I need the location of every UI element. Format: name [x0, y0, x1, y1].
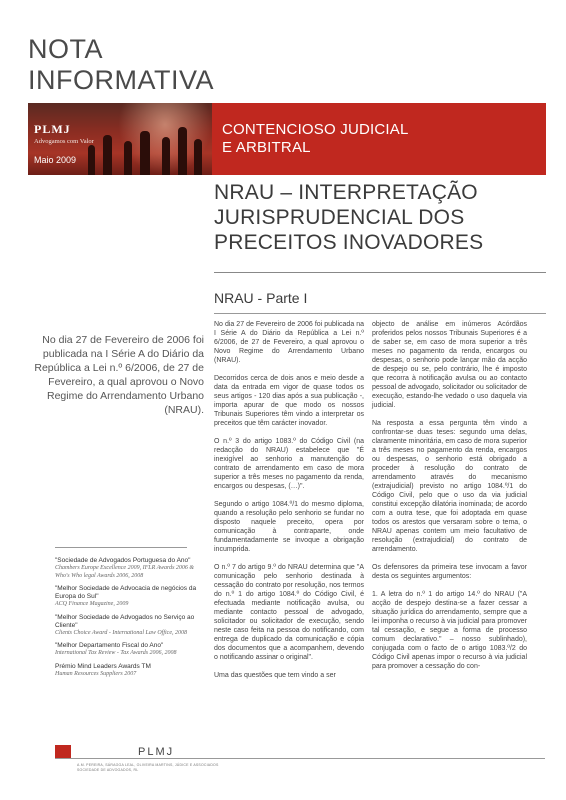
award-item	[55, 585, 200, 609]
headline-divider	[214, 272, 546, 273]
silhouette	[88, 145, 95, 175]
award-title: "Melhor Departamento Fiscal do Ano"	[55, 642, 164, 649]
category-line-1: CONTENCIOSO JUDICIAL	[222, 121, 409, 138]
newsletter-title	[28, 34, 214, 96]
body-paragraph: Decorridos cerca de dois anos e meio desde a data da entrada em vigor de quase todos os seus artigos - 120 dias após a sua publicação -, importa apurar de que modo os nossos Tribunais Superiores têm vindo a interpretar os preceitos que têm carácter inovador.	[214, 375, 364, 427]
award-source: Clients Choice Award - International Law Office, 2008	[55, 629, 187, 636]
section-divider	[214, 313, 546, 314]
silhouette	[194, 139, 202, 175]
plmj-logo-mark	[55, 745, 71, 759]
body-column-2	[372, 320, 527, 680]
section-title: NRAU - Parte I	[214, 290, 308, 306]
award-title: "Melhor Sociedade de Advogados no Serviço ao Cliente"	[55, 613, 195, 629]
body-paragraph: Os defensores da primeira tese invocam a favor desta os seguintes argumentos:	[372, 564, 527, 580]
award-item	[55, 614, 200, 638]
silhouette	[178, 127, 187, 175]
lead-paragraph: No dia 27 de Fevereiro de 2006 foi publicada na I Série A do Diário da República a Lei n.º 6/2006, de 27 de Fevereiro, a qual aprovou o Novo Regime do Arrendamento Urbano (NRAU).	[34, 334, 204, 416]
headline-line-3: PRECEITOS INOVADORES	[214, 231, 484, 254]
silhouette	[103, 135, 112, 175]
award-source: International Tax Review - Tax Awards 2006, 2008	[55, 650, 177, 656]
silhouette	[124, 141, 132, 175]
body-paragraph: Uma das questões que tem vindo a ser	[214, 672, 336, 679]
footer-brand: PLMJ	[138, 746, 175, 758]
issue-date: Maio 2009	[34, 155, 77, 165]
award-item	[55, 557, 200, 580]
silhouette	[162, 137, 170, 175]
award-title: Prémio Mind Leaders Awards TM	[55, 662, 151, 670]
body-column-1	[214, 320, 364, 689]
awards-list	[55, 557, 200, 683]
body-paragraph: No dia 27 de Fevereiro de 2006 foi publicada na I Série A do Diário da República a Lei n.º 6/2006, de 27 de Fevereiro, a qual aprovou o Novo Regime do Arrendamento Urbano (NRAU).	[214, 321, 364, 364]
body-paragraph: O n.º 7 do artigo 9.º do NRAU determina que "A comunicação pelo senhorio destinada à cessação do contrato por resolução, nos termos do n.º 1 do artigo 1084.º do Código Civil, é efectuada mediante notificação avulsa, ou mediante contacto pessoal de advogado, solicitador ou solicitador de execução, sendo neste caso feita na pessoa do notificando, com entrega de duplicado da comunicação e cópia dos documentos que a acompanhem, devendo o notificando assinar o original".	[214, 564, 364, 661]
awards-divider	[55, 547, 187, 548]
headline-line-1: NRAU – INTERPRETAÇÃO	[214, 181, 478, 204]
brand-logo: PLMJ	[34, 122, 71, 136]
body-paragraph: O n.º 3 do artigo 1083.º do Código Civil (na redacção do NRAU) estabelece que "É inexigível ao senhorio a manutenção do contrato de arrendamento em caso de mora superior a três meses no pagamento da renda, encargos ou despesas, (…)".	[214, 438, 364, 490]
brand-tagline: Advogamos com Valor	[34, 138, 94, 145]
silhouette	[140, 131, 150, 175]
body-paragraph: 1. A letra do n.º 1 do artigo 14.º do NRAU ("A acção de despejo destina-se a fazer cessar a situação jurídica do arrendamento, sempre que a lei imponha o recurso à via judicial para promover tal cessação, e segue a forma de processo comum declarativo." – nosso sublinhado), conjugada com o facto de o artigo 1083.º/2 do Código Civil apenas impor o recurso à via judicial para promover a cessação do con-	[372, 591, 527, 670]
header-banner	[28, 103, 546, 175]
banner-photo	[28, 103, 212, 175]
category-box	[212, 103, 546, 175]
category-line-2: E ARBITRAL	[222, 139, 311, 156]
award-source: Human Resources Suppliers 2007	[55, 670, 137, 677]
headline-line-2: JURISPRUDENCIAL DOS	[214, 206, 465, 229]
body-paragraph: objecto de análise em inúmeros Acórdãos proferidos pelos nossos Tribunais Superiores é a de saber se, em caso de mora superior a três meses no pagamento da renda, encargos ou despesas, o senhorio pode lançar mão da acção de despejo ou se, pelo contrário, lhe é imposto que recorra à notificação avulsa ou ao contacto pessoal de advogado, solicitador ou solicitador de execução, estando-lhe vedado o uso daquela via judicial.	[372, 321, 527, 409]
award-item	[55, 642, 200, 658]
award-source: ACQ Finance Magazine, 2009	[55, 601, 129, 607]
footer-divider	[55, 758, 545, 759]
body-paragraph: Segundo o artigo 1084.º/1 do mesmo diploma, quando a resolução pelo senhorio se fundar no disposto naquele preceito, opera por comunicação à contraparte, onde fundamentadamente se invoque a obrigação incumprida.	[214, 501, 364, 553]
footer-firm-name: A.M. PEREIRA, SÁRAGGA LEAL, OLIVEIRA MARTINS, JÚDICE E ASSOCIADOS SOCIEDADE DE ADVOGADOS, RL	[77, 763, 219, 772]
award-item	[55, 663, 200, 679]
award-title: "Melhor Sociedade de Advocacia de negócios da Europa do Sul"	[55, 585, 197, 600]
article-headline	[214, 180, 549, 255]
body-paragraph: Na resposta a essa pergunta têm vindo a confrontar-se duas teses: segundo uma delas, claramente minoritária, em caso de mora superior a três meses no pagamento da renda, encargos ou despesas, o senhorio está obrigado a proceder à resolução do contrato de arrendamento através do mecanismo (extrajudicial) previsto no artigo 1084.º/1 do Código Civil, pelo que o uso da via judicial constitui excepção dilatória inominada; de acordo com a outra tese, que foi adoptada em quase todos os arestos que versaram sobre o tema, o NRAU apenas contem um meio facultativo de resolução (extrajudicial) do contrato de arrendamento.	[372, 420, 527, 553]
title-line-1: NOTA	[28, 34, 103, 64]
award-title: "Sociedade de Advogados Portuguesa do Ano"	[55, 557, 191, 564]
award-source: Chambers Europe Excellence 2009, IFLR Awards 2006 & Who's Who legal Awards 2006, 2008	[55, 565, 195, 579]
title-line-2: INFORMATIVA	[28, 65, 214, 95]
